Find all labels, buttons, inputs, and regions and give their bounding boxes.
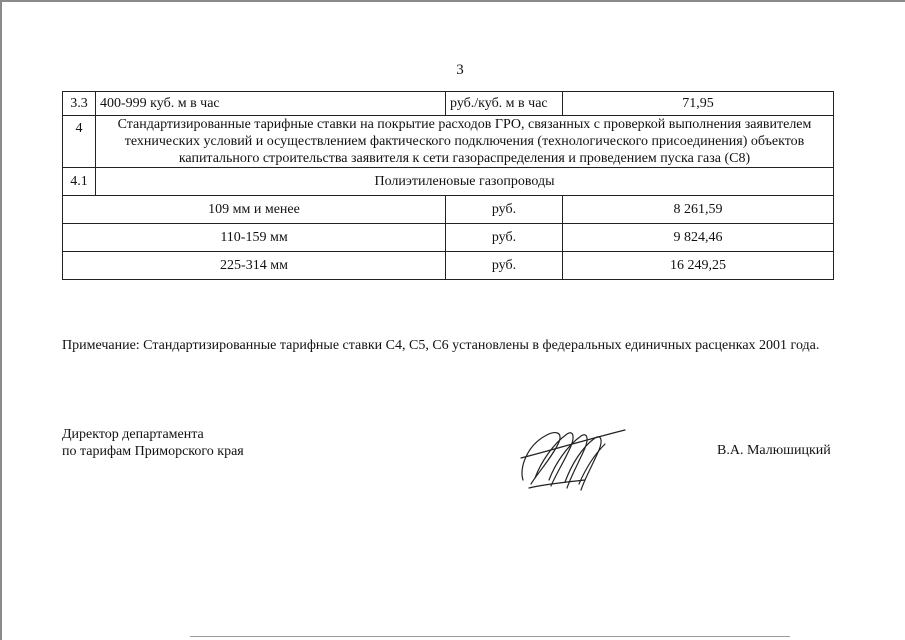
signatory-name: В.А. Малюшицкий: [717, 443, 831, 458]
subsection-heading-cell: Полиэтиленовые газопроводы: [96, 168, 834, 196]
row-name-cell: 225-314 мм: [63, 252, 446, 280]
row-value-cell: 9 824,46: [563, 224, 834, 252]
table-row: [63, 196, 834, 224]
row-value-cell: 16 249,25: [563, 252, 834, 280]
table-row: [63, 168, 834, 196]
row-name-cell: 110-159 мм: [63, 224, 446, 252]
note-paragraph: Примечание: Стандартизированные тарифные ставки С4, С5, С6 установлены в федеральных единичных расценках 2001 года.: [62, 338, 820, 353]
scan-edge-top: [0, 0, 905, 2]
row-number-cell: 4: [63, 116, 96, 168]
table-row: [63, 252, 834, 280]
row-number-cell: 3.3: [63, 92, 96, 116]
page-number: 3: [456, 62, 464, 78]
table-row: [63, 92, 834, 116]
row-name-cell: 400-999 куб. м в час: [96, 92, 446, 116]
row-unit-cell: руб./куб. м в час: [446, 92, 563, 116]
scan-edge-bottom: [190, 636, 790, 637]
table-row: [63, 224, 834, 252]
row-number-cell: 4.1: [63, 168, 96, 196]
signatory-title-line: Директор департамента: [62, 427, 204, 442]
signatory-title: [62, 426, 244, 460]
row-value-cell: 71,95: [563, 92, 834, 116]
row-value-cell: 8 261,59: [563, 196, 834, 224]
tariff-table: [62, 91, 834, 280]
row-unit-cell: руб.: [446, 196, 563, 224]
scan-edge-left: [0, 0, 2, 640]
row-name-cell: 109 мм и менее: [63, 196, 446, 224]
section-heading-cell: Стандартизированные тарифные ставки на покрытие расходов ГРО, связанных с проверкой выполнения заявителем технических условий и осуществлением фактического подключения (технологического присоединения) объектов капитального строительства заявителя к сети газораспределения и проведением пуска газа (С8): [96, 116, 834, 168]
row-unit-cell: руб.: [446, 252, 563, 280]
table-row: [63, 116, 834, 168]
handwritten-signature: [515, 418, 630, 493]
signatory-title-line: по тарифам Приморского края: [62, 444, 244, 459]
row-unit-cell: руб.: [446, 224, 563, 252]
